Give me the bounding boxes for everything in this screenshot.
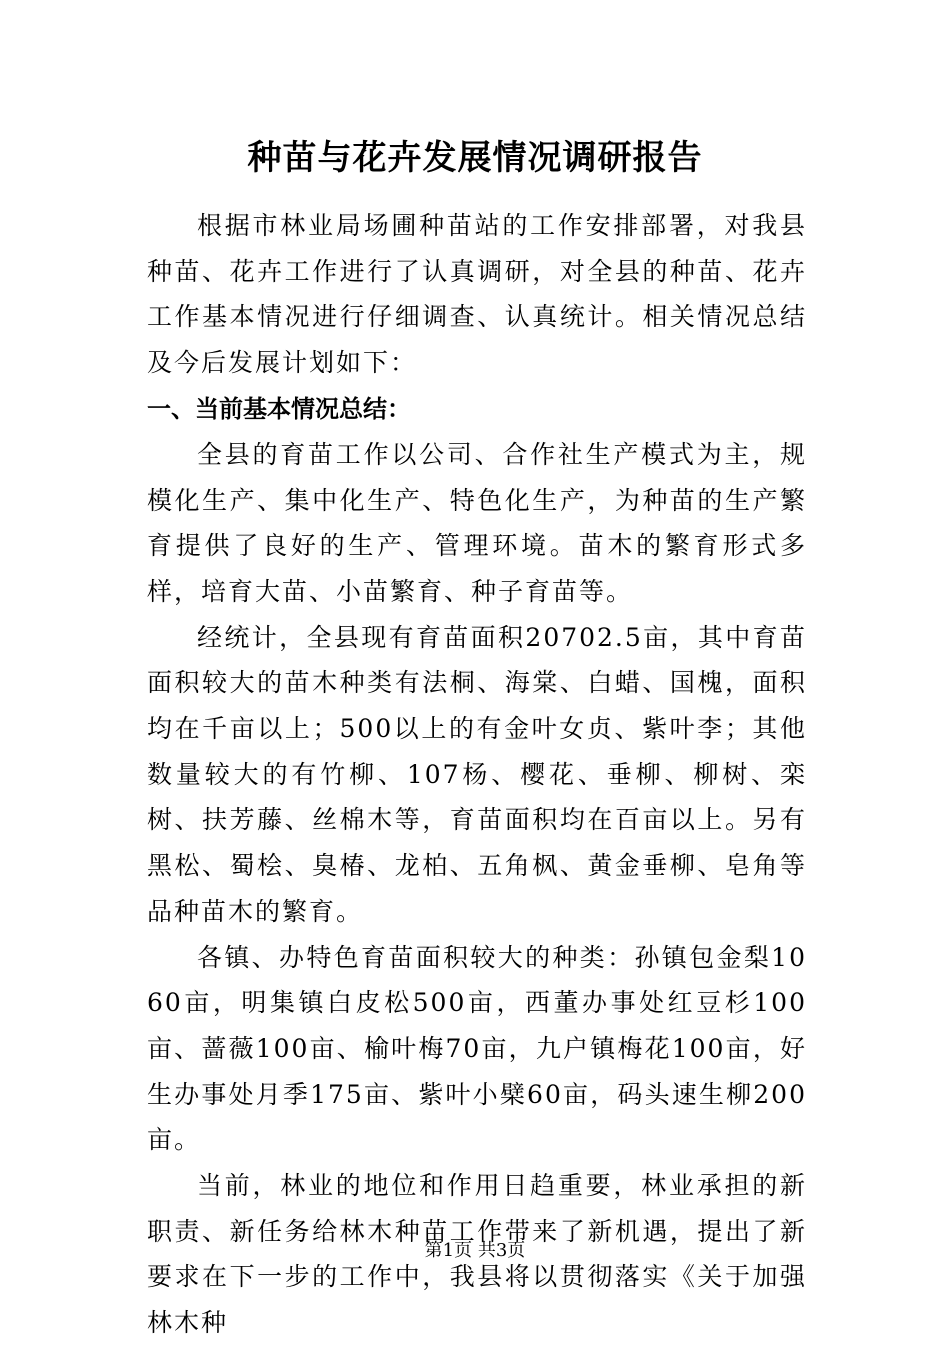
intro-paragraph: 根据市林业局场圃种苗站的工作安排部署，对我县种苗、花卉工作进行了认真调研，对全县的种苗、花卉工作基本情况进行仔细调查、认真统计。相关情况总结及今后发展计划如下： [147, 211, 807, 378]
section-1-heading: 一、当前基本情况总结： [147, 394, 411, 423]
document-body [147, 203, 807, 1346]
section-1-paragraph-4: 当前，林业的地位和作用日趋重要，林业承担的新职责、新任务给林木种苗工作带来了新机遇，提出了新要求在下一步的工作中，我县将以贯彻落实《关于加强林木种 [147, 1171, 807, 1338]
page-footer: 第1页 共3页 [424, 1240, 526, 1261]
section-1-paragraph-3: 各镇、办特色育苗面积较大的种类：孙镇包金梨1060亩，明集镇白皮松500亩，西董办事处红豆杉100亩、蔷薇100亩、榆叶梅70亩，九户镇梅花100亩，好生办事处月季175亩、紫叶小檗60亩，码头速生柳200亩。 [147, 942, 807, 1155]
document-title: 种苗与花卉发展情况调研报告 [247, 138, 703, 178]
section-1-paragraph-2: 经统计，全县现有育苗面积20702.5亩，其中育苗面积较大的苗木种类有法桐、海棠、白蜡、国槐，面积均在千亩以上；500以上的有金叶女贞、紫叶李；其他数量较大的有竹柳、107杨、樱花、垂柳、柳树、栾树、扶芳藤、丝棉木等，育苗面积均在百亩以上。另有黑松、蜀桧、臭椿、龙柏、五角枫、黄金垂柳、皂角等品种苗木的繁育。 [147, 622, 807, 926]
section-1-paragraph-1: 全县的育苗工作以公司、合作社生产模式为主，规模化生产、集中化生产、特色化生产，为种苗的生产繁育提供了良好的生产、管理环境。苗木的繁育形式多样，培育大苗、小苗繁育、种子育苗等。 [147, 439, 807, 606]
